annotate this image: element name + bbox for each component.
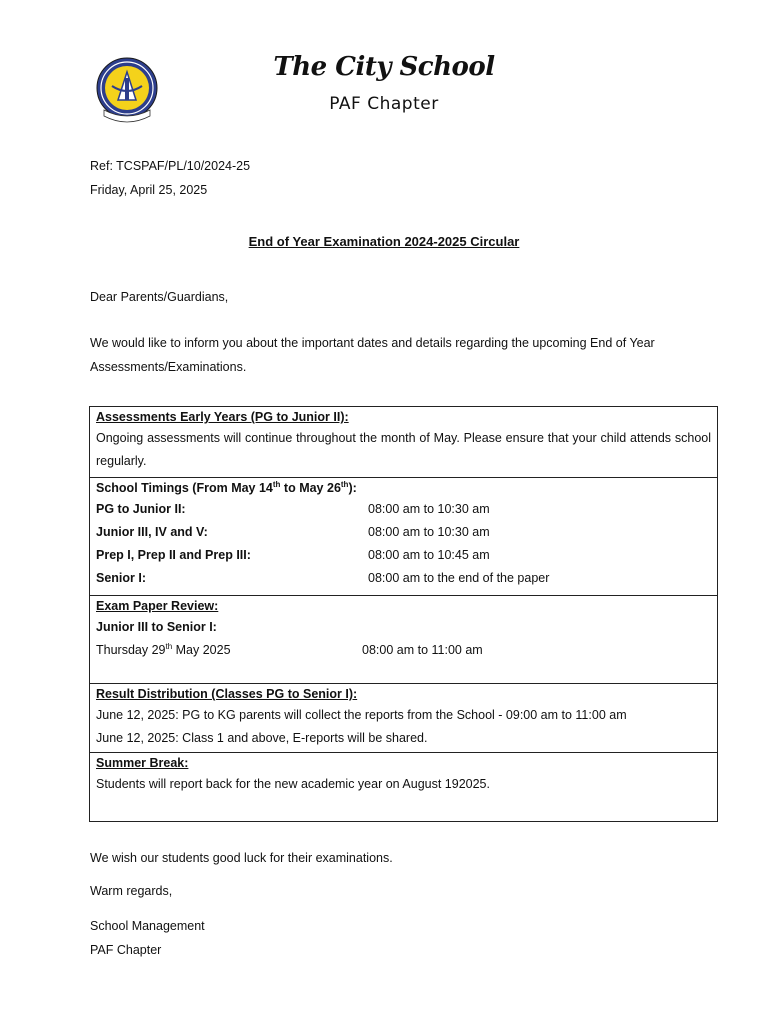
circular-details-table bbox=[89, 406, 718, 822]
circular-date: Friday, April 25, 2025 bbox=[90, 183, 208, 197]
early-years-title: Assessments Early Years (PG to Junior II): bbox=[96, 410, 349, 424]
timing-row: Senior I: 08:00 am to the end of the paper bbox=[96, 571, 550, 585]
section-early-years bbox=[90, 407, 718, 478]
section-exam-review bbox=[90, 596, 718, 684]
results-title: Result Distribution (Classes PG to Senior I): bbox=[96, 687, 358, 701]
intro-line-2: Assessments/Examinations. bbox=[90, 360, 247, 374]
review-schedule: Thursday 29th May 2025 08:00 am to 11:00 am bbox=[96, 641, 483, 657]
early-years-text: Ongoing assessments will continue throughout the month of May. Please ensure that your child attends school regularly. bbox=[96, 431, 711, 468]
review-group: Junior III to Senior I: bbox=[96, 620, 217, 634]
summer-title: Summer Break: bbox=[96, 756, 189, 770]
school-name: The City School bbox=[273, 52, 495, 82]
signoff-name: School Management bbox=[90, 919, 205, 933]
timing-row: Prep I, Prep II and Prep III: 08:00 am to 10:45 am bbox=[96, 548, 490, 562]
signoff-chapter: PAF Chapter bbox=[90, 943, 162, 957]
section-summer-break bbox=[90, 753, 718, 822]
section-result-distribution bbox=[90, 684, 718, 753]
chapter-name: PAF Chapter bbox=[329, 94, 439, 114]
results-line-2: June 12, 2025: Class 1 and above, E-reports will be shared. bbox=[96, 731, 428, 745]
review-title: Exam Paper Review: bbox=[96, 599, 219, 613]
intro-line-1: We would like to inform you about the important dates and details regarding the upcoming End of Year bbox=[90, 336, 655, 350]
circular-title: End of Year Examination 2024-2025 Circular bbox=[248, 234, 520, 249]
timing-row: Junior III, IV and V: 08:00 am to 10:30 am bbox=[96, 525, 490, 539]
closing-wish: We wish our students good luck for their examinations. bbox=[90, 851, 393, 865]
salutation: Dear Parents/Guardians, bbox=[90, 290, 229, 304]
reference-number: Ref: TCSPAF/PL/10/2024-25 bbox=[90, 159, 251, 173]
section-school-timings bbox=[90, 478, 718, 596]
closing-regards: Warm regards, bbox=[90, 884, 173, 898]
results-line-1: June 12, 2025: PG to KG parents will collect the reports from the School - 09:00 am to 11:00 am bbox=[96, 708, 627, 722]
timings-title: School Timings (From May 14th to May 26th): bbox=[96, 479, 357, 495]
summer-text: Students will report back for the new academic year on August 19 2025. bbox=[96, 777, 490, 791]
timing-row: PG to Junior II: 08:00 am to 10:30 am bbox=[96, 502, 490, 516]
